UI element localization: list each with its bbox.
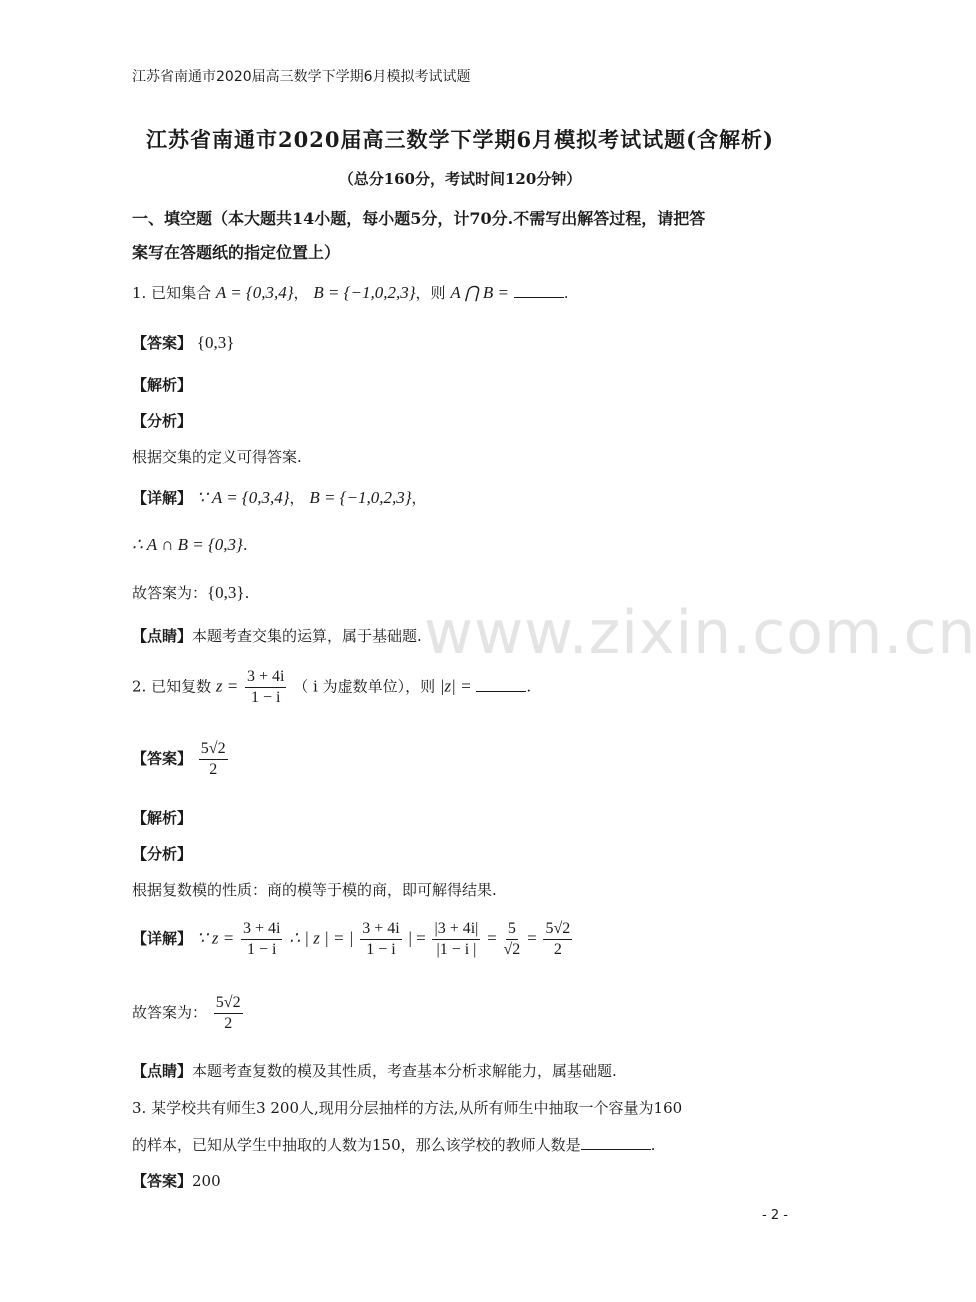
q2-frac-num: 3 + 4i [241, 920, 282, 940]
q2-mod-den: |1 − i | [436, 941, 477, 958]
q1-so: 故答案为： [132, 584, 208, 602]
answer-blank [476, 677, 526, 692]
q1-comment-row [132, 625, 422, 646]
q2-mod-num: |3 + 4i| [432, 920, 480, 940]
q2-frac-num: 3 + 4i [360, 920, 401, 940]
page-header: 江苏省南通市2020届高三数学下学期6月模拟考试试题 [132, 69, 471, 85]
q3-answer-row [132, 1170, 221, 1191]
q2-answer-row [132, 740, 230, 779]
q2-answer-den: 2 [224, 1015, 233, 1032]
page-number: - 2 - [762, 1208, 788, 1223]
q3-line2-row [132, 1134, 655, 1155]
document-subtitle: （总分160分，考试时间120分钟） [338, 170, 582, 188]
q1-so-row [132, 582, 249, 603]
q1-set-b: B = {−1,0,2,3} [313, 283, 416, 302]
q2-eq: = [487, 928, 497, 948]
q3-line1: 3. 某学校共有师生3 200人,现用分层抽样的方法,从所有师生中抽取一个容量为160 [132, 1099, 683, 1117]
q2-z-eq: z = [215, 676, 239, 696]
q2-eq: = [527, 928, 537, 948]
answer-label: 【答案】 [132, 1172, 193, 1190]
q3-line2: 的样本，已知从学生中抽取的人数为150，那么该学校的教师人数是 [132, 1136, 581, 1154]
q2-answer-fraction [199, 740, 228, 779]
section-heading-line2: 案写在答题纸的指定位置上） [132, 243, 341, 262]
q2-prefix: 2. 已知复数 [132, 677, 212, 696]
q1-detail-row [132, 487, 427, 508]
q2-bar-eq: | = [408, 928, 426, 948]
q2-so-row [132, 994, 245, 1033]
q1-detail-b: B = {−1,0,2,3} [309, 488, 412, 507]
q2-comment-row [132, 1060, 617, 1081]
q2-so-fraction [214, 994, 243, 1033]
analysis-label: 【解析】 [132, 809, 193, 827]
q3-answer: 200 [192, 1172, 221, 1190]
q1-prefix: 1. 已知集合 [132, 284, 212, 302]
q1-then: ，则 [415, 284, 446, 302]
q2-because: ∵ z = [196, 928, 235, 948]
q2-answer-den: 2 [553, 941, 562, 958]
q1-result-row [132, 535, 248, 555]
q1-result: ∴ A ∩ B = {0,3} [132, 535, 243, 554]
comment-label: 【点睛】 [132, 1062, 193, 1080]
q1-detail-end: ， [411, 489, 427, 507]
q2-frac-num: 3 + 4i [245, 668, 286, 688]
q2-detail-frac4 [504, 920, 521, 959]
q2-detail-frac2 [360, 920, 401, 959]
q1-end: . [563, 284, 569, 302]
q2-answer-den: 2 [209, 761, 218, 778]
q1-set-a: A = {0,3,4} [215, 283, 294, 302]
document-title: 江苏省南通市2020届高三数学下学期6月模拟考试试题(含解析) [146, 127, 774, 152]
question-2 [132, 668, 531, 707]
q1-comma: ， [293, 284, 309, 302]
q2-root2: √2 [503, 941, 521, 958]
q2-frac-den: 1 − i [246, 941, 277, 958]
section-heading-line1: 一、填空题（本大题共14小题，每小题5分，计70分.不需写出解答过程，请把答 [132, 209, 706, 228]
q2-abs: |z| = [439, 676, 472, 696]
q2-fraction [245, 668, 286, 707]
answer-label: 【答案】 [132, 334, 193, 352]
fenxi-label: 【分析】 [132, 845, 193, 863]
q2-answer-num: 5√2 [543, 920, 572, 940]
q1-so-value: {0,3} [207, 583, 245, 602]
q1-result-end: . [242, 536, 248, 554]
q2-frac-den: 1 − i [251, 689, 281, 706]
q2-note: （ i 为虚数单位），则 [293, 677, 436, 696]
q2-answer-num: 5√2 [214, 994, 243, 1014]
q2-fenxi-text: 根据复数模的性质：商的模等于模的商，即可解得结果. [132, 881, 497, 899]
comment-label: 【点睛】 [132, 627, 193, 645]
q1-so-end: . [244, 584, 250, 602]
q1-comma: ， [289, 489, 305, 507]
watermark: www.zixin.com.cn [424, 598, 976, 668]
detail-label: 【详解】 [132, 929, 193, 948]
q1-comment: 本题考查交集的运算，属于基础题. [192, 627, 422, 645]
q3-end: . [650, 1136, 656, 1154]
answer-blank [514, 283, 564, 298]
q1-detail-a: ∵ A = {0,3,4} [196, 488, 290, 507]
q1-fenxi-text: 根据交集的定义可得答案. [132, 448, 302, 466]
analysis-label: 【解析】 [132, 376, 193, 394]
q2-frac-den: 1 − i [366, 941, 396, 958]
q2-answer-num: 5√2 [199, 740, 228, 760]
q2-comment: 本题考查复数的模及其性质，考查基本分析求解能力，属基础题. [192, 1062, 617, 1080]
q1-answer: {0,3} [196, 333, 235, 352]
q2-therefore: ∴ | z | = | [289, 928, 354, 948]
answer-label: 【答案】 [132, 749, 193, 768]
q2-five: 5 [506, 920, 518, 940]
q2-detail-frac5 [543, 920, 572, 959]
q1-expr: A ⋂ B = [450, 283, 509, 302]
answer-blank [581, 1135, 651, 1150]
detail-label: 【详解】 [132, 489, 193, 507]
q2-detail-row [132, 920, 574, 959]
q2-so: 故答案为： [132, 1003, 208, 1022]
q2-end: . [526, 677, 532, 696]
fenxi-label: 【分析】 [132, 412, 193, 430]
question-1 [132, 282, 569, 303]
q2-detail-frac1 [241, 920, 282, 959]
q1-answer-row [132, 332, 234, 353]
q2-detail-frac3 [432, 920, 480, 959]
